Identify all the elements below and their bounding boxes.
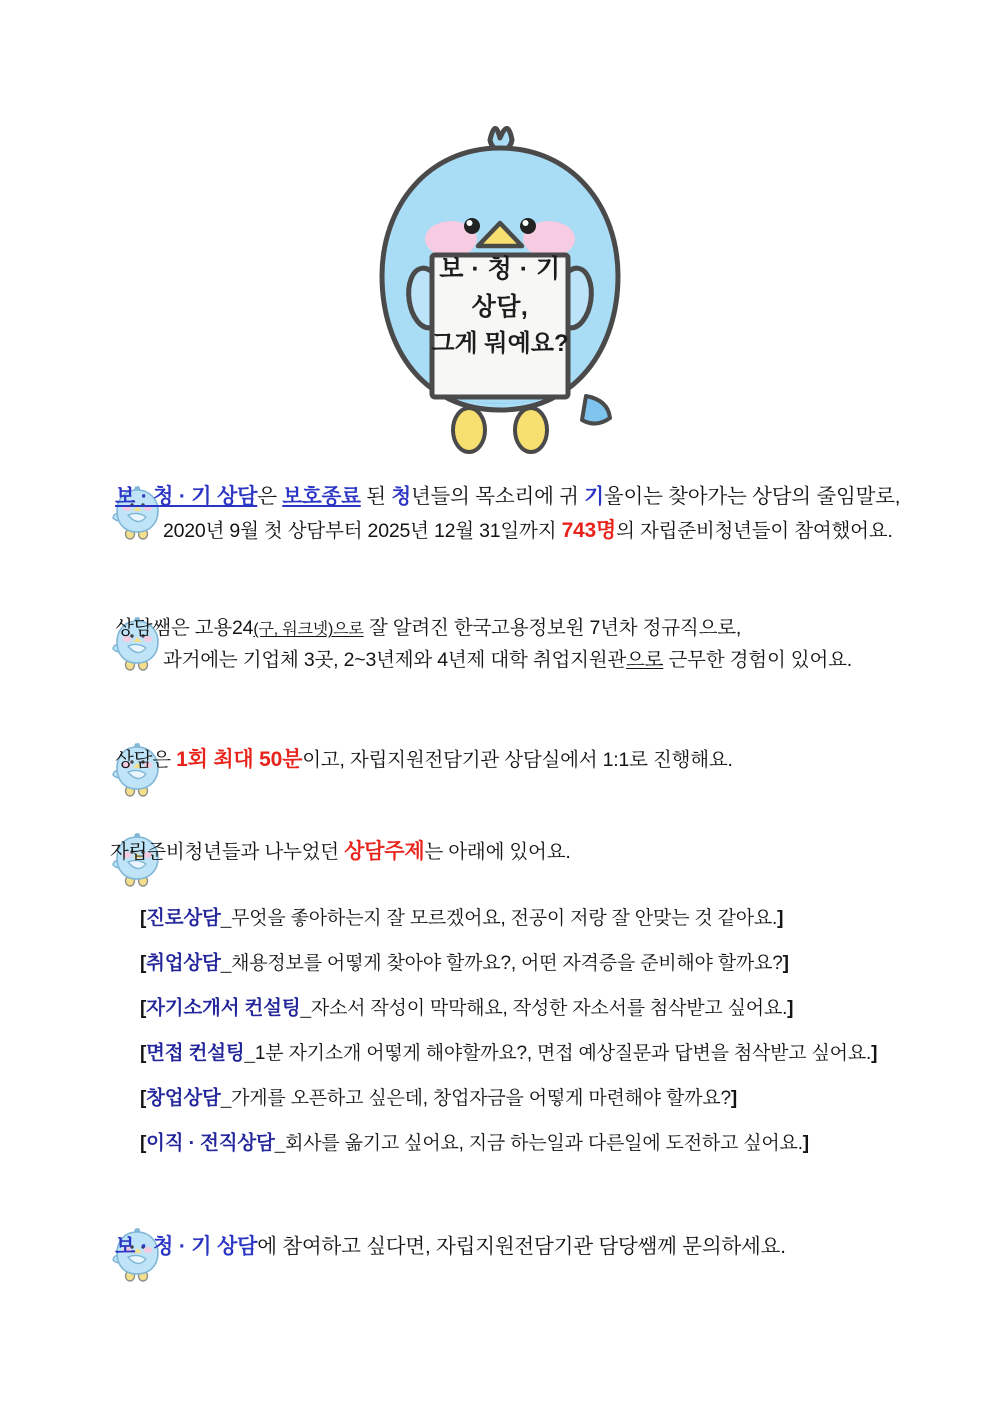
topic-body: 회사를 옮기고 싶어요, 지금 하는일과 다른일에 도전하고 싶어요. xyxy=(285,1133,803,1154)
topic-separator: _ xyxy=(274,1133,286,1154)
session-text-2: 이고, 자립지원전담기관 상담실에서 1:1로 진행해요. xyxy=(302,749,733,771)
topic-label: 면접 컨설팅 xyxy=(146,1042,245,1064)
topics-intro-line xyxy=(110,835,970,869)
counselor-text-3: 과거에는 기업체 3곳, 2~3년제와 4년제 대학 취업지원관 xyxy=(163,648,627,671)
footer-term-bochunggi: 보 · 청 · 기 상담 xyxy=(115,1235,258,1258)
topic-item-resume xyxy=(140,995,793,1023)
section-session xyxy=(0,743,1000,777)
bracket-open: [ xyxy=(140,1133,147,1154)
topic-separator: _ xyxy=(300,998,311,1019)
bracket-close: ] xyxy=(871,1043,878,1064)
intro-text-3: 년들의 목소리에 귀 xyxy=(410,485,585,508)
topic-label: 자기소개서 컨설팅 xyxy=(146,997,301,1019)
mascot-illustration xyxy=(350,100,650,460)
intro-paragraph xyxy=(115,480,970,548)
topic-body: 무엇을 좋아하는지 잘 모르겠어요, 전공이 저랑 잘 안맞는 것 같아요. xyxy=(231,908,778,929)
section-intro xyxy=(0,480,1000,548)
session-line-1 xyxy=(115,743,970,777)
intro-text-2: 된 xyxy=(360,485,392,508)
intro-term-bochunggi: 보 · 청 · 기 상담 xyxy=(115,485,258,508)
bracket-open: [ xyxy=(140,1088,147,1109)
counselor-paragraph xyxy=(115,613,970,676)
bracket-open: [ xyxy=(140,908,147,929)
section-topics-intro xyxy=(0,835,1000,869)
session-duration: 1회 최대 50분 xyxy=(176,748,303,771)
topic-item-career xyxy=(140,905,783,933)
intro-text-4: 울이는 찾아가는 상담의 줄임말로, xyxy=(603,485,901,508)
counselor-worknet-note: (구, 워크넷)으로 xyxy=(253,621,364,638)
topic-label: 창업상담 xyxy=(146,1087,221,1109)
bracket-close: ] xyxy=(787,998,794,1019)
counselor-line-2 xyxy=(115,645,970,677)
intro-line-1 xyxy=(115,480,970,514)
topic-separator: _ xyxy=(244,1043,255,1064)
hero-section xyxy=(0,100,1000,460)
footer-text: 에 참여하고 싶다면, 자립지원전담기관 담당쌤께 문의하세요. xyxy=(257,1235,786,1258)
footer-line xyxy=(115,1230,970,1264)
session-text-1: 상담은 xyxy=(115,749,177,771)
topic-label: 진로상담 xyxy=(146,907,221,929)
topic-body: 자소서 작성이 막막해요, 작성한 자소서를 첨삭받고 싶어요. xyxy=(310,998,788,1019)
session-paragraph xyxy=(115,743,970,777)
bracket-close: ] xyxy=(782,953,789,974)
bracket-close: ] xyxy=(730,1088,737,1109)
intro-term-boho: 보호종료 xyxy=(282,485,361,508)
sign-line-3: 그게 뭐예요? xyxy=(431,330,569,357)
intro-line-2 xyxy=(115,514,970,548)
topics-intro-text-2: 는 아래에 있어요. xyxy=(424,841,571,863)
sign-line-2: 상담, xyxy=(471,293,529,321)
section-counselor xyxy=(0,613,1000,676)
intro-term-cheong: 청 xyxy=(391,485,411,508)
intro-participant-count: 743명 xyxy=(561,519,617,543)
topic-item-startup xyxy=(140,1085,737,1113)
counselor-suffix: 으로 xyxy=(626,648,664,671)
topic-item-interview xyxy=(140,1040,877,1068)
bracket-close: ] xyxy=(777,908,784,929)
counselor-text-2: 잘 알려진 한국고용정보원 7년차 정규직으로, xyxy=(363,617,742,639)
bracket-open: [ xyxy=(140,953,147,974)
bracket-open: [ xyxy=(140,1043,147,1064)
topic-item-jobchange xyxy=(140,1130,809,1158)
counselor-text-4: 근무한 경험이 있어요. xyxy=(663,648,852,671)
intro-term-gi: 기 xyxy=(584,485,604,508)
topic-item-employment xyxy=(140,950,789,978)
topic-label: 이직 · 전직상담 xyxy=(146,1132,275,1154)
intro-date-range: 2020년 9월 첫 상담부터 2025년 12월 31일까지 xyxy=(163,520,562,543)
topic-label: 취업상담 xyxy=(146,952,221,974)
counselor-text-1: 상담쌤은 고용24 xyxy=(115,617,254,639)
sign-line-1: 보 · 청 · 기 xyxy=(439,255,561,283)
counselor-line-1 xyxy=(115,613,970,645)
topic-body: 가게를 오픈하고 싶은데, 창업자금을 어떻게 마련해야 할까요? xyxy=(231,1088,731,1109)
intro-text-5: 의 자립준비청년들이 참여했어요. xyxy=(616,520,893,543)
bracket-close: ] xyxy=(802,1133,809,1154)
topics-intro-keyword: 상담주제 xyxy=(344,840,425,863)
section-footer xyxy=(0,1230,1000,1264)
intro-text-1: 은 xyxy=(257,485,283,508)
blue-bird-mascot-icon xyxy=(350,100,650,460)
topic-separator: _ xyxy=(220,1088,232,1109)
topic-separator: _ xyxy=(220,953,232,974)
bracket-open: [ xyxy=(140,998,147,1019)
topic-body: 채용정보를 어떻게 찾아야 할까요?, 어떤 자격증을 준비해야 할까요? xyxy=(231,953,783,974)
topic-separator: _ xyxy=(220,908,232,929)
topics-intro-text-1: 자립준비청년들과 나누었던 xyxy=(110,841,345,863)
topics-intro-paragraph xyxy=(110,835,970,869)
topic-body: 1분 자기소개 어떻게 해야할까요?, 면접 예상질문과 답변을 첨삭받고 싶어요. xyxy=(254,1043,872,1064)
footer-paragraph xyxy=(115,1230,970,1264)
